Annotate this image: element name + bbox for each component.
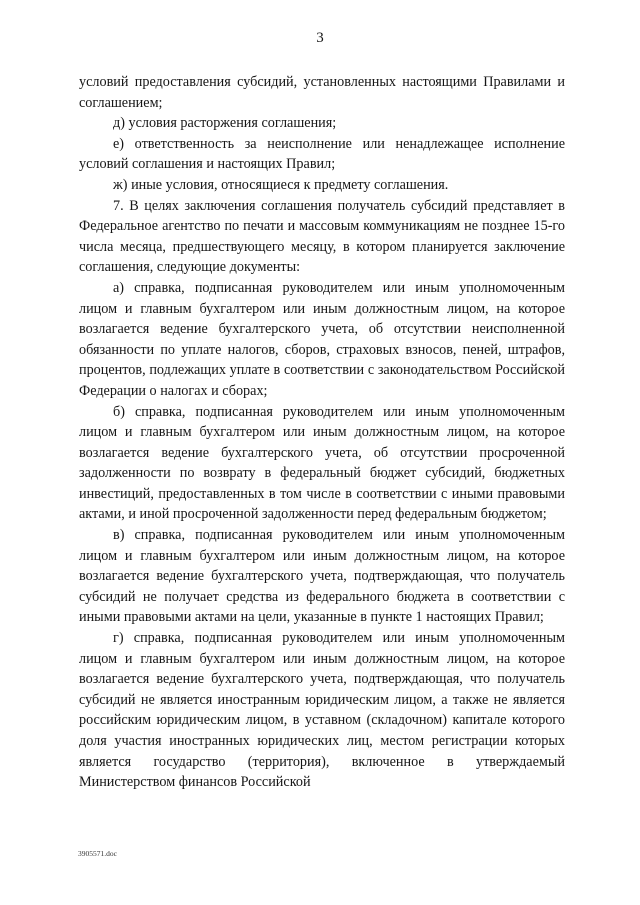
paragraph-item-e: е) ответственность за неисполнение или ненадлежащее исполнение условий соглашения и настоящих Правил; xyxy=(79,135,565,173)
paragraph-item-b: б) справка, подписанная руководителем или иным уполномоченным лицом и главным бухгалтером или иным должностным лицом, на которое возлагается ведение бухгалтерского учета, об отсутствии просроченной задолженности по возврату в федеральный бюджет субсидий, бюджетных инвестиций, предоставленных в том числе в соответствии с иными правовыми актами, и иной просроченной задолженности перед федеральным бюджетом; xyxy=(79,403,565,523)
paragraph-item-zh: ж) иные условия, относящиеся к предмету соглашения. xyxy=(113,176,449,193)
paragraph-item-v: в) справка, подписанная руководителем или иным уполномоченным лицом и главным бухгалтером или иным должностным лицом, на которое возлагается ведение бухгалтерского учета, подтверждающая, что получатель субсидий не получает средства из федерального бюджета в соответствии с иными правовыми актами на цели, указанные в пункте 1 настоящих Правил; xyxy=(79,527,565,626)
paragraph-continuation: условий предоставления субсидий, установленных настоящими Правилами и соглашением; xyxy=(79,74,565,111)
paragraph-item-d: д) условия расторжения соглашения; xyxy=(113,115,337,132)
page-number: 3 xyxy=(316,30,324,46)
paragraph-item-a: а) справка, подписанная руководителем или иным уполномоченным лицом и главным бухгалтером или иным должностным лицом, на которое возлагается ведение бухгалтерского учета, об отсутствии неисполненной обязанности по уплате налогов, сборов, страховых взносов, пеней, штрафов, процентов, подлежащих уплате в соответствии с законодательством Российской Федерации о налогах и сборах; xyxy=(79,279,565,399)
document-footer-filename: 3905571.doc xyxy=(78,849,117,858)
document-body xyxy=(79,72,565,793)
paragraph-clause-7: 7. В целях заключения соглашения получатель субсидий представляет в Федеральное агентство по печати и массовым коммуникациям не позднее 15-го числа месяца, предшествующего месяцу, в котором планируется заключение соглашения, следующие документы: xyxy=(79,197,565,276)
paragraph-item-g: г) справка, подписанная руководителем или иным уполномоченным лицом и главным бухгалтером или иным должностным лицом, на которое возлагается ведение бухгалтерского учета, подтверждающая, что получатель субсидий не является иностранным юридическим лицом, а также не является российским юридическим лицом, в уставном (складочном) капитале которого доля участия иностранных юридических лиц, местом регистрации которых является государство (территория), включенное в утверждаемый Министерством финансов Российской xyxy=(79,630,565,791)
